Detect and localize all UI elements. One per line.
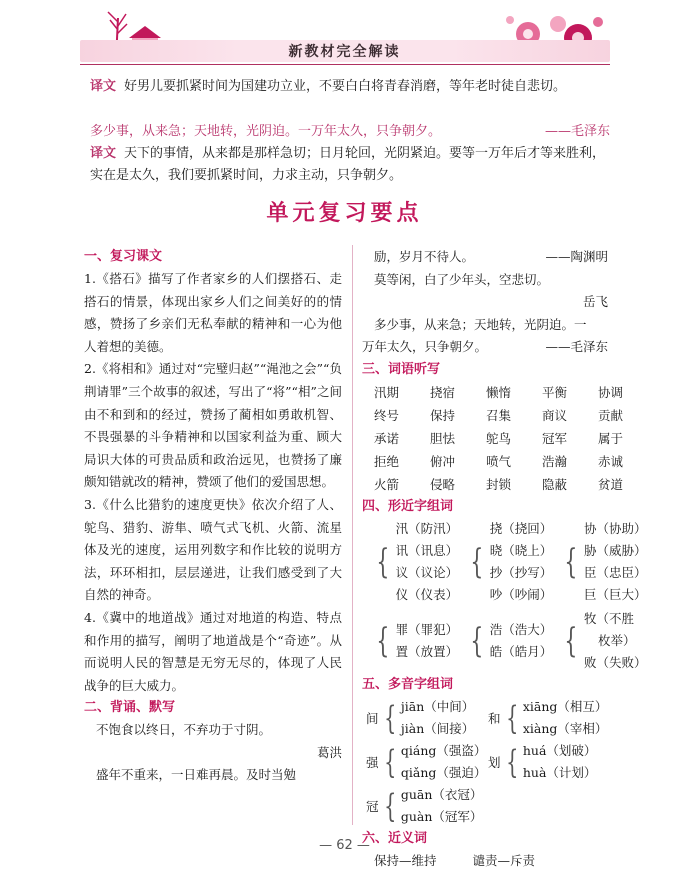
word: 商议 (542, 407, 568, 423)
word: 侵略 (430, 476, 456, 492)
translation-1-text: 好男儿要抓紧时间为国建功立业，不要白白将青春消磨，等年老时徒自悲切。 (124, 79, 567, 94)
translation-2 (90, 143, 610, 187)
word: 召集 (486, 407, 512, 423)
poly-reading: xiàng（宰相） (522, 720, 608, 736)
review-item-2: 2.《将相和》通过对“完璧归赵”“渑池之会”“负荆请罪”三个故事的叙述，写出了“将”“相”之间由不和到和的经过，赞扬了蔺相如勇敢机智、不畏强暴的斗争精神和以国家利益为重、顾大局识大体的可贵品质和政治远见，也赞扬了廉颇知错就改的精神，赞颂了他们的爱国思想。 (84, 361, 342, 490)
heading-recite: 二、背诵、默写 (84, 700, 176, 716)
quote-4b (362, 336, 608, 359)
quote-2-end-text: 励，岁月不待人。 (374, 249, 475, 264)
polyphone-row-2: 强 { qiáng（强盗） qiǎng（强迫） 划 { huá（划破） huà（计划） (362, 740, 608, 784)
word: 平衡 (542, 384, 568, 400)
poly-reading: jiàn（间接） (400, 720, 475, 736)
word: 保持 (430, 407, 456, 423)
char-word: 臣（忠臣） (583, 564, 647, 580)
char-word: 牧（不胜 (583, 610, 634, 626)
polyphone-row-3: 冠 { guān（衣冠） guàn（冠军） (362, 784, 608, 828)
char-word: 胁（威胁） (583, 542, 647, 558)
char-word: 败（失败） (583, 654, 647, 670)
word: 终号 (374, 407, 400, 423)
word: 浩瀚 (542, 453, 568, 469)
char-word: 挠（挠回） (489, 520, 553, 536)
poly-reading: guàn（冠军） (400, 808, 483, 824)
quote-3-author: 岳飞 (582, 294, 608, 310)
char-word: 协（协助） (583, 520, 647, 536)
poly-reading: qiǎng（强迫） (400, 764, 487, 780)
word: 火箭 (374, 476, 400, 492)
poly-char: 划 (488, 754, 501, 770)
quote-3: 莫等闲，白了少年头，空悲切。 (374, 271, 550, 287)
poem-line (90, 121, 610, 143)
quote-2-start: 盛年不重来，一日难再晨。及时当勉 (96, 767, 297, 783)
review-item-3: 3.《什么比猎豹的速度更快》依次介绍了人、鸵鸟、猎豹、游隼、喷气式飞机、火箭、流星体及光的速度，运用列数字和作比较的说明方法，环环相扣，层层递进，让我们感受到了大自然的神奇。 (84, 496, 342, 603)
poly-char: 冠 (366, 798, 379, 814)
char-word: 置（放置） (395, 643, 459, 659)
synonym-1: 保持—维持 (374, 852, 437, 868)
poly-char: 和 (488, 710, 501, 726)
poly-char: 强 (366, 754, 379, 770)
header-title: 新教材完全解读 (288, 44, 401, 60)
word: 拒绝 (374, 453, 400, 469)
left-column (84, 246, 342, 787)
heading-dictation: 三、词语听写 (362, 361, 441, 377)
similar-chars-row-1: { 汛（防汛） 讯（讯息） 议（议论） 仪（仪表） { 挠（挠回） 晓（晓上） 抄（抄写） 吵（吵闹） { 协（协助） 胁（威胁） 臣（忠臣） 巨（巨大） (372, 518, 608, 606)
heading-synonyms: 六、近义词 (362, 830, 428, 846)
char-word: 仪（仪表） (395, 586, 459, 602)
poly-reading: guān（衣冠） (400, 786, 483, 802)
word: 挠宿 (430, 384, 456, 400)
quote-2-end (362, 246, 608, 269)
synonyms-line (362, 850, 608, 873)
char-word: 枚举） (597, 632, 636, 648)
review-item-4: 4.《冀中的地道战》通过对地道的构造、特点和作用的描写，阐明了地道战是个“奇迹”。从而说明人民的智慧是无穷无尽的，体现了人民战争的巨大威力。 (84, 609, 342, 693)
page-header (0, 0, 689, 68)
translation-2-text: 天下的事情，从来都是那样急切；日月轮回，光阴紧迫。要等一万年后才等来胜利，实在是太久，我们要抓紧时间，力求主动，只争朝夕。 (90, 146, 606, 183)
quote-4b-text: 万年太久，只争朝夕。 (362, 339, 488, 355)
heading-similar-chars: 四、形近字组词 (362, 498, 454, 514)
char-word: 汛（防汛） (395, 520, 459, 536)
word: 懒惰 (486, 384, 512, 400)
poly-reading: xiāng（相互） (522, 698, 608, 714)
right-column (362, 246, 647, 873)
heading-polyphones: 五、多音字组词 (362, 676, 454, 692)
poly-reading: huà（计划） (522, 764, 597, 780)
word: 隐蔽 (542, 476, 568, 492)
poem-text: 多少事，从来急；天地转，光阴迫。一万年太久，只争朝夕。 (90, 124, 442, 139)
quote-1: 不饱食以终日，不弃功于寸阴。 (96, 722, 272, 738)
word: 封锁 (486, 476, 512, 492)
word: 汛期 (374, 384, 400, 400)
word: 承诺 (374, 430, 400, 446)
poly-reading: huá（划破） (522, 742, 597, 758)
header-rule (80, 64, 610, 65)
section-title: 单元复习要点 (266, 201, 423, 226)
translation-tag: 译文 (90, 79, 117, 94)
word: 贫道 (598, 476, 624, 492)
translation-tag-2: 译文 (90, 146, 117, 161)
word: 喷气 (486, 453, 512, 469)
similar-chars-row-2: { 罪（罪犯） 置（放置） { 浩（浩大） 皓（皓月） { 牧（不胜 枚举） 败（失败） (372, 608, 608, 674)
quote-4a: 多少事，从来急；天地转，光阴迫。一 (374, 316, 587, 332)
word: 赤诚 (598, 453, 624, 469)
review-item-1: 1.《搭石》描写了作者家乡的人们摆搭石、走搭石的情景，体现出家乡人们之间美好的的情感，赞扬了乡亲们无私奉献的精神和一心为他人着想的美德。 (84, 271, 342, 354)
char-word: 皓（皓月） (489, 643, 553, 659)
translation-1 (90, 76, 610, 98)
word: 俯冲 (430, 453, 456, 469)
column-divider (352, 245, 353, 825)
synonym-2: 谴责—斥责 (472, 852, 535, 868)
quote-4-author: ——毛泽东 (545, 339, 608, 355)
word: 鸵鸟 (486, 430, 512, 446)
word: 冠军 (542, 430, 568, 446)
char-word: 议（议论） (395, 564, 459, 580)
quote-1-author: 葛洪 (316, 744, 342, 760)
word: 贡献 (598, 407, 624, 423)
polyphone-row-1: 间 { jiān（中间） jiàn（间接） 和 { xiāng（相互） xiàng（宰相） (362, 696, 608, 740)
heading-review-texts: 一、复习课文 (84, 249, 163, 264)
page-number: — 62 — (319, 838, 370, 853)
char-word: 罪（罪犯） (395, 621, 459, 637)
poem-author: ——毛泽东 (544, 124, 610, 139)
poly-reading: jiān（中间） (400, 698, 475, 714)
poly-char: 间 (366, 710, 379, 726)
word: 协调 (598, 384, 624, 400)
char-word: 巨（巨大） (583, 586, 647, 602)
char-word: 抄（抄写） (489, 564, 553, 580)
char-word: 吵（吵闹） (489, 586, 553, 602)
char-word: 晓（晓上） (489, 542, 553, 558)
word: 胆怯 (430, 430, 456, 446)
char-word: 浩（浩大） (489, 621, 553, 637)
char-word: 讯（讯息） (395, 542, 459, 558)
word: 属于 (598, 430, 624, 446)
dictation-words (374, 381, 624, 496)
quote-2-author: ——陶渊明 (545, 249, 608, 264)
poly-reading: qiáng（强盗） (400, 742, 487, 758)
